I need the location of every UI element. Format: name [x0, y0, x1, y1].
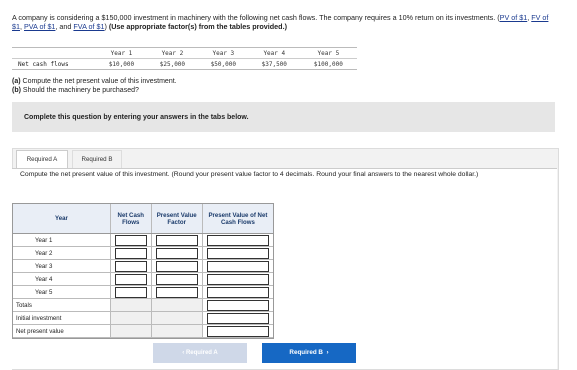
- year-header: Year 1: [96, 48, 147, 59]
- question-list: [12, 77, 177, 95]
- present-value-input[interactable]: [207, 235, 269, 246]
- question-b: (b) Should the machinery be purchased?: [12, 87, 139, 94]
- present-value-input[interactable]: [207, 248, 269, 259]
- year-label: Year 5: [13, 286, 111, 299]
- year-label: Year 1: [13, 234, 111, 247]
- cash-flow-table: [12, 47, 357, 70]
- pv-factor-input[interactable]: [156, 261, 198, 272]
- year-label: Year 2: [13, 247, 111, 260]
- year-label: Year 3: [13, 260, 111, 273]
- grid-header-row: [13, 204, 273, 234]
- net-cash-flows-label: Net cash flows: [18, 60, 69, 68]
- pv-of-1-link[interactable]: PV of $1: [499, 13, 528, 22]
- initial-investment-label: Initial investment: [13, 312, 111, 325]
- totals-label: Totals: [13, 299, 111, 312]
- present-value-input[interactable]: [207, 274, 269, 285]
- net-cash-flow-input[interactable]: [115, 287, 147, 298]
- tab-required-b[interactable]: Required B: [72, 150, 122, 170]
- pv-factor-column-header: Present Value Factor: [151, 204, 202, 234]
- problem-intro: A company is considering a $150,000 investment in machinery with the following net cash flows. The company requires a 10% return on its investments.: [12, 13, 496, 22]
- table-row: [13, 273, 273, 286]
- cash-flow-value: $100,000: [313, 60, 343, 68]
- year-column-header: Year: [13, 204, 111, 234]
- tab-required-a[interactable]: Required A: [16, 150, 68, 170]
- pv-factor-input[interactable]: [156, 248, 198, 259]
- year-header: Year 4: [249, 48, 300, 59]
- chevron-left-icon: ‹: [182, 350, 185, 356]
- initial-investment-row: [13, 312, 273, 325]
- problem-text: A company is considering a $150,000 investment in machinery with the following net cash flows. The company requires a 10% return on its investments. (PV of $1, FV of $1, PVA of $1, and FVA of $1) (Use appropriate factor(s) from the tables provided.): [12, 13, 549, 31]
- chevron-right-icon: ›: [324, 349, 329, 356]
- next-tab-label: Required B: [289, 349, 323, 356]
- npv-answer-grid: [12, 203, 274, 339]
- present-value-input[interactable]: [207, 261, 269, 272]
- net-cash-flow-input[interactable]: [115, 235, 147, 246]
- net-present-value-input[interactable]: [207, 326, 269, 337]
- banner-text: Complete this question by entering your answers in the tabs below.: [24, 114, 249, 121]
- tab-instructions: Compute the net present value of this investment. (Round your present value factor to 4 decimals. Round your final answers to the nearest whole dollar.): [20, 171, 479, 178]
- prev-tab-button[interactable]: [153, 343, 247, 363]
- cash-flow-header-row: [12, 48, 357, 59]
- pv-factor-input[interactable]: [156, 235, 198, 246]
- year-header: Year 2: [147, 48, 198, 59]
- cash-flow-value: $50,000: [210, 60, 236, 68]
- totals-row: [13, 299, 273, 312]
- fv-of-1-link[interactable]: FV of $1: [12, 13, 549, 31]
- factor-instruction: (Use appropriate factor(s) from the tables provided.): [108, 22, 287, 31]
- net-cash-flow-input[interactable]: [115, 261, 147, 272]
- table-row: [13, 286, 273, 299]
- table-row: [13, 247, 273, 260]
- question-a: (a) Compute the net present value of this investment.: [12, 78, 177, 85]
- cash-flow-value-row: [12, 59, 357, 70]
- present-value-input[interactable]: [207, 287, 269, 298]
- net-cash-flow-input[interactable]: [115, 248, 147, 259]
- net-cash-flows-column-header: Net Cash Flows: [111, 204, 152, 234]
- net-cash-flow-input[interactable]: [115, 274, 147, 285]
- totals-present-value-input[interactable]: [207, 300, 269, 311]
- cash-flow-value: $10,000: [108, 60, 135, 68]
- table-row: [13, 260, 273, 273]
- pva-of-1-link[interactable]: PVA of $1: [24, 22, 56, 31]
- next-tab-button[interactable]: [262, 343, 356, 363]
- year-header: Year 5: [300, 48, 357, 59]
- net-present-value-label: Net present value: [13, 325, 111, 338]
- fva-of-1-link[interactable]: FVA of $1: [73, 22, 105, 31]
- pv-factor-input[interactable]: [156, 274, 198, 285]
- cash-flow-value: $37,500: [261, 60, 287, 68]
- net-present-value-row: [13, 325, 273, 338]
- year-header: Year 3: [198, 48, 249, 59]
- year-label: Year 4: [13, 273, 111, 286]
- initial-investment-input[interactable]: [207, 313, 269, 324]
- pv-net-cash-flows-column-header: Present Value of Net Cash Flows: [202, 204, 273, 234]
- table-row: [13, 234, 273, 247]
- prev-tab-label: Required A: [185, 350, 218, 356]
- cash-flow-value: $25,000: [159, 60, 186, 68]
- instruction-banner: [12, 102, 555, 132]
- pv-factor-input[interactable]: [156, 287, 198, 298]
